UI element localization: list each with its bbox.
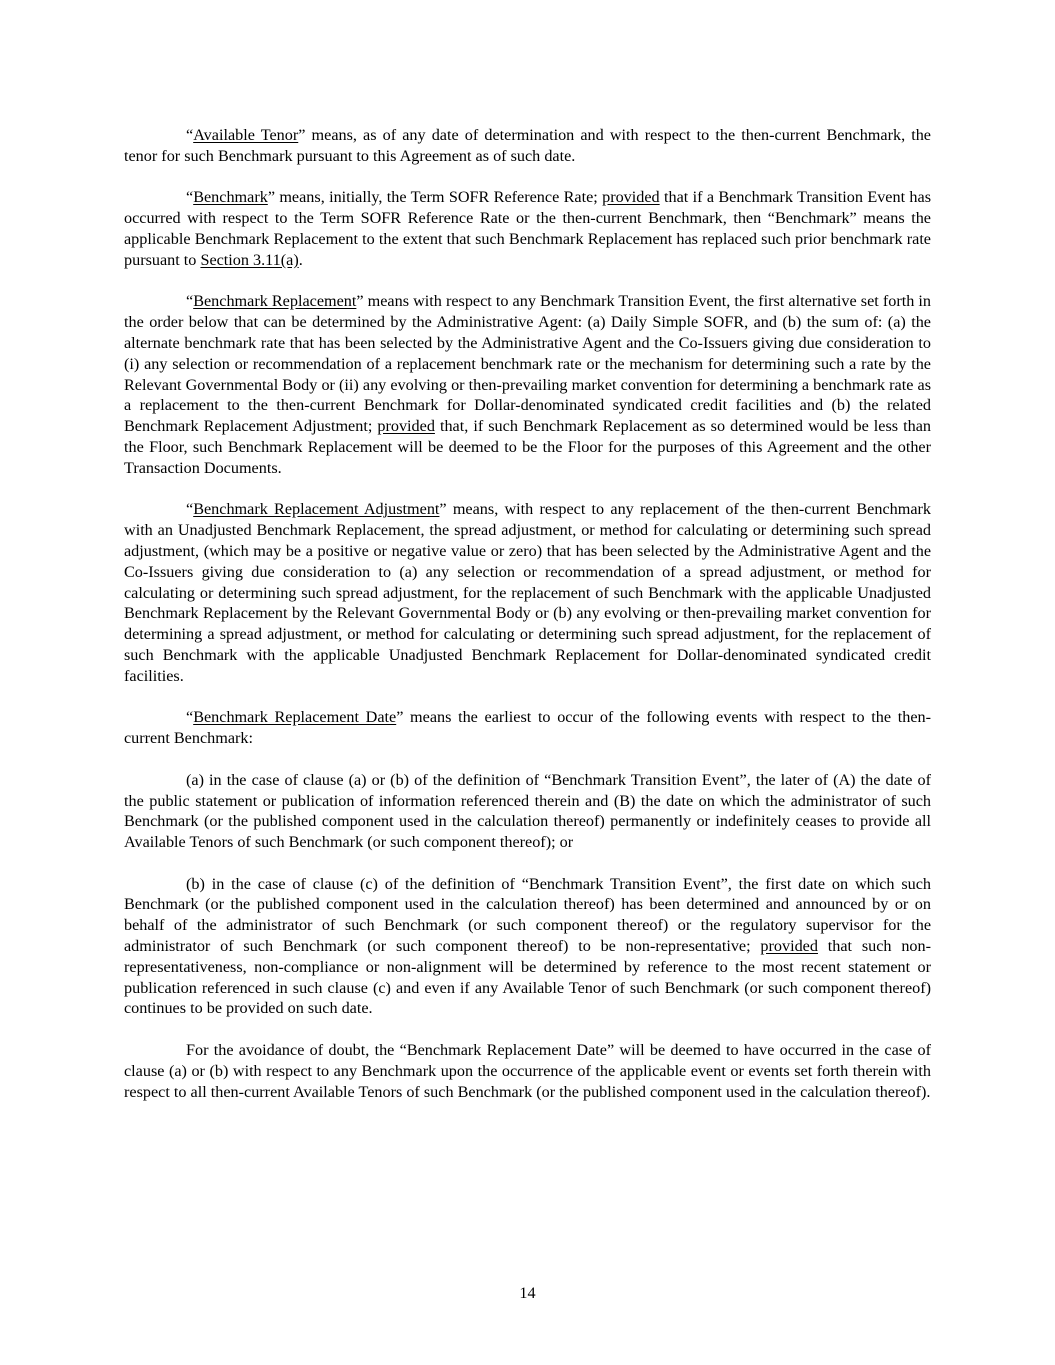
defined-term: Benchmark bbox=[193, 188, 268, 207]
defined-term: Benchmark Replacement Adjustment bbox=[193, 500, 440, 519]
avoidance-of-doubt bbox=[124, 1040, 931, 1102]
avoidance-of-doubt-text: For the avoidance of doubt, the “Benchmark Replacement Date” will be deemed to have occurred in the case of clause (a) or (b) with respect to any Benchmark upon the occurrence of the applicable event or events set forth therein with respect to all then-current Available Tenors of such Benchmark (or the published component used in the calculation thereof). bbox=[124, 1041, 931, 1101]
provided-term: provided bbox=[602, 188, 660, 207]
definition-body: ” means, as of any date of determination and with respect to the then-current Benchmark, the tenor for such Benchmark pursuant to this Agreement as of such date. bbox=[124, 126, 931, 165]
definition-body: ” means with respect to any Benchmark Transition Event, the first alternative set forth in the order below that can be determined by the Administrative Agent: (a) Daily Simple SOFR, and (b) the sum of: (a) the alternate benchmark rate that has been selected by the Administrative Agent and the Co-Issuers giving due consideration to (i) any selection or recommendation of a replacement benchmark rate or the mechanism for determining such a rate by the Relevant Governmental Body or (ii) any evolving or then-prevailing market convention for determining a benchmark rate as a replacement to the then-current Benchmark for Dollar-denominated syndicated credit facilities and (b) the related Benchmark Replacement Adjustment; bbox=[124, 292, 931, 436]
period: . bbox=[298, 250, 303, 269]
open-quote: “ bbox=[186, 708, 194, 727]
section-reference: Section 3.11(a) bbox=[200, 250, 299, 269]
definition-body: ” means, initially, the Term SOFR Reference Rate; bbox=[267, 188, 603, 207]
defined-term: Available Tenor bbox=[193, 126, 299, 144]
definition-benchmark-replacement-date bbox=[124, 707, 931, 749]
clause-b-text: that such non-representativeness, non-compliance or non-alignment will be determined by reference to the most recent statement or publication referenced in such clause (c) and even if any Available Tenor of such Benchmark (or such component thereof) continues to be provided on such date. bbox=[124, 937, 931, 1018]
open-quote: “ bbox=[186, 500, 194, 519]
document-page bbox=[124, 125, 931, 1123]
page-number: 14 bbox=[519, 1284, 536, 1302]
definition-body: that, if such Benchmark Replacement as so determined would be less than the Floor, such Benchmark Replacement will be deemed to be the Floor for the purposes of this Agreement and the other Transaction Documents. bbox=[124, 417, 931, 477]
open-quote: “ bbox=[186, 292, 194, 311]
definition-body: ” means, with respect to any replacement of the then-current Benchmark with an Unadjusted Benchmark Replacement, the spread adjustment, or method for calculating or determining such spread adjustment, (which may be a positive or negative value or zero) that has been selected by the Administrative Agent and the Co-Issuers giving due consideration to (a) any selection or recommendation of a spread adjustment, or method for calculating or determining such spread adjustment, for the replacement of such Benchmark with the applicable Unadjusted Benchmark Replacement by the Relevant Governmental Body or (b) any evolving or then-prevailing market convention for determining a spread adjustment, or method for calculating or determining such spread adjustment, for the replacement of such Benchmark with the applicable Unadjusted Benchmark Replacement for Dollar-denominated syndicated credit facilities. bbox=[124, 500, 931, 685]
clause-a bbox=[124, 770, 931, 853]
definition-body: ” means the earliest to occur of the following events with respect to the then-current Benchmark: bbox=[124, 708, 931, 748]
clause-b-text: (b) in the case of clause (c) of the definition of “Benchmark Transition Event”, the first date on which such Benchmark (or the published component used in the calculation thereof) has been determined and announced by or on behalf of the administrator of such Benchmark (or such component thereof) or the regulatory supervisor for the administrator of such Benchmark (or such component thereof) to be non-representative; bbox=[124, 874, 931, 956]
definition-available-tenor bbox=[124, 125, 931, 167]
clause-b bbox=[124, 874, 931, 1020]
defined-term: Benchmark Replacement Date bbox=[193, 708, 397, 727]
provided-term: provided bbox=[760, 937, 818, 956]
definition-benchmark-replacement bbox=[124, 291, 931, 478]
definition-body: that if a Benchmark Transition Event has occurred with respect to the Term SOFR Reference Rate or the then-current Benchmark, then “Benchmark” means the applicable Benchmark Replacement to the extent that such Benchmark Replacement has replaced such prior benchmark rate pursuant to bbox=[124, 188, 931, 269]
clause-a-text: (a) in the case of clause (a) or (b) of the definition of “Benchmark Transition Event”, the later of (A) the date of the public statement or publication of information referenced therein and (B) the date on which the administrator of such Benchmark (or the published component used in the calculation thereof) permanently or indefinitely ceases to provide all Available Tenors of such Benchmark (or such component thereof); or bbox=[124, 770, 931, 852]
open-quote: “ bbox=[186, 126, 194, 144]
provided-term: provided bbox=[377, 417, 435, 436]
open-quote: “ bbox=[186, 188, 194, 207]
definition-benchmark-replacement-adjustment bbox=[124, 499, 931, 686]
definition-benchmark bbox=[124, 187, 931, 270]
defined-term: Benchmark Replacement bbox=[193, 292, 357, 311]
